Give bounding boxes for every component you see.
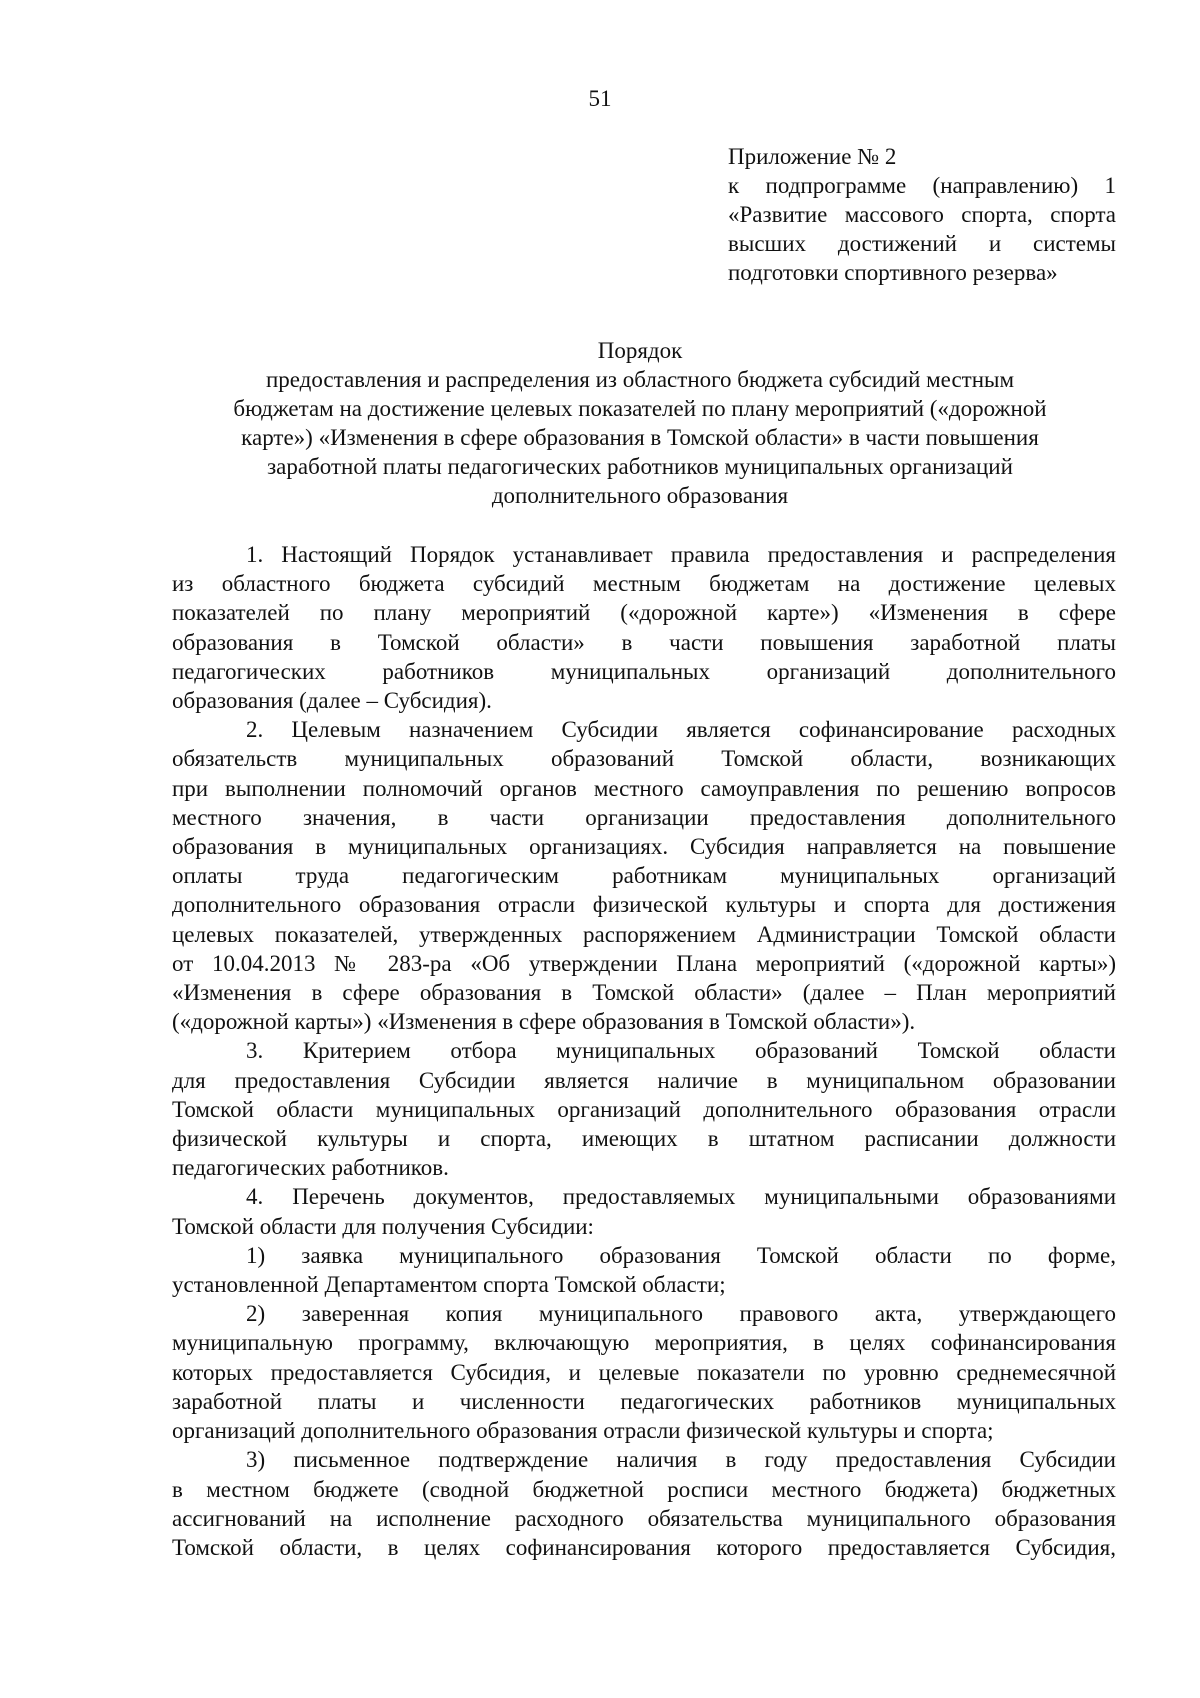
body-line: 2) заверенная копия муниципального правового акта, утверждающего bbox=[246, 1301, 1116, 1327]
title-line: заработной платы педагогических работников муниципальных организаций bbox=[267, 454, 1013, 479]
appendix-line: «Развитие массового спорта, спорта bbox=[728, 202, 1116, 227]
body-line: физической культуры и спорта, имеющих в штатном расписании должности bbox=[172, 1126, 1116, 1152]
appendix-line: подготовки спортивного резерва» bbox=[728, 260, 1058, 285]
body-line: муниципальную программу, включающую мероприятия, в целях софинансирования bbox=[172, 1330, 1116, 1356]
appendix-line: Приложение № 2 bbox=[728, 144, 897, 169]
body-line: для предоставления Субсидии является наличие в муниципальном образовании bbox=[172, 1067, 1116, 1093]
document-title bbox=[160, 336, 1120, 510]
body-line: 3) письменное подтверждение наличия в году предоставления Субсидии bbox=[246, 1447, 1116, 1473]
body-line: показателей по плану мероприятий («дорожной карте») «Изменения в сфере bbox=[172, 600, 1116, 626]
appendix-line: высших достижений и системы bbox=[728, 231, 1116, 256]
body-line: («дорожной карты») «Изменения в сфере образования в Томской области»). bbox=[172, 1009, 916, 1035]
body-line: педагогических работников муниципальных организаций дополнительного bbox=[172, 658, 1116, 684]
body-line: образования в Томской области» в части повышения заработной платы bbox=[172, 629, 1116, 655]
body-line: от 10.04.2013 № 283-ра «Об утверждении Плана мероприятий («дорожной карты») bbox=[172, 950, 1116, 976]
title-line: дополнительного образования bbox=[491, 483, 789, 508]
body-line: обязательств муниципальных образований Томской области, возникающих bbox=[172, 746, 1116, 772]
body-line: целевых показателей, утвержденных распоряжением Администрации Томской области bbox=[172, 921, 1116, 947]
body-line: педагогических работников. bbox=[172, 1155, 449, 1181]
body-line: 3. Критерием отбора муниципальных образований Томской области bbox=[246, 1038, 1116, 1064]
body-line: 4. Перечень документов, предоставляемых муниципальными образованиями bbox=[246, 1184, 1116, 1210]
body-line: в местном бюджете (сводной бюджетной росписи местного бюджета) бюджетных bbox=[172, 1476, 1116, 1502]
title-line: карте») «Изменения в сфере образования в Томской области» в части повышения bbox=[241, 425, 1039, 450]
body-line: образования в муниципальных организациях. Субсидия направляется на повышение bbox=[172, 834, 1116, 860]
body-line: организаций дополнительного образования отрасли физической культуры и спорта; bbox=[172, 1418, 994, 1444]
body-line: из областного бюджета субсидий местным бюджетам на достижение целевых bbox=[172, 571, 1116, 597]
body-line: Томской области муниципальных организаций дополнительного образования отрасли bbox=[172, 1096, 1116, 1122]
appendix-line: к подпрограмме (направлению) 1 bbox=[728, 173, 1116, 198]
title-heading: Порядок bbox=[597, 338, 683, 363]
body-line: Томской области, в целях софинансирования которого предоставляется Субсидия, bbox=[172, 1534, 1116, 1560]
title-line: предоставления и распределения из областного бюджета субсидий местным bbox=[265, 367, 1015, 392]
body-line: местного значения, в части организации предоставления дополнительного bbox=[172, 804, 1116, 830]
appendix-note bbox=[728, 142, 1116, 287]
body-line: которых предоставляется Субсидия, и целевые показатели по уровню среднемесячной bbox=[172, 1359, 1116, 1385]
body-line: дополнительного образования отрасли физической культуры и спорта для достижения bbox=[172, 892, 1116, 918]
body-line: 2. Целевым назначением Субсидии является софинансирование расходных bbox=[246, 717, 1116, 743]
document-body bbox=[172, 540, 1116, 1562]
body-line: «Изменения в сфере образования в Томской области» (далее – План мероприятий bbox=[172, 980, 1116, 1006]
body-line: установленной Департаментом спорта Томской области; bbox=[172, 1272, 726, 1298]
body-line: ассигнований на исполнение расходного обязательства муниципального образования bbox=[172, 1505, 1116, 1531]
body-line: 1) заявка муниципального образования Томской области по форме, bbox=[246, 1242, 1116, 1268]
body-line: заработной платы и численности педагогических работников муниципальных bbox=[172, 1388, 1116, 1414]
page-number: 51 bbox=[588, 86, 612, 111]
body-line: оплаты труда педагогическим работникам муниципальных организаций bbox=[172, 863, 1116, 889]
body-line: Томской области для получения Субсидии: bbox=[172, 1213, 594, 1239]
body-line: при выполнении полномочий органов местного самоуправления по решению вопросов bbox=[172, 775, 1116, 801]
body-line: 1. Настоящий Порядок устанавливает правила предоставления и распределения bbox=[246, 542, 1116, 567]
title-line: бюджетам на достижение целевых показателей по плану мероприятий («дорожной bbox=[233, 396, 1047, 421]
body-line: образования (далее – Субсидия). bbox=[172, 688, 492, 714]
